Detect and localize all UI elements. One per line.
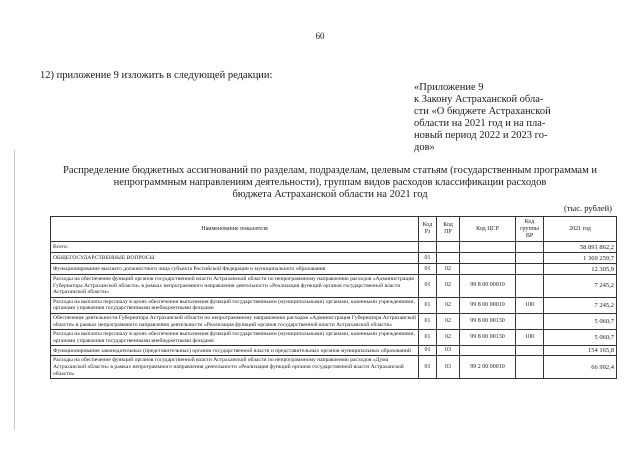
table-row [51, 242, 617, 253]
table-row [51, 275, 617, 298]
annex-line: сти «О бюджете Астраханской [414, 106, 551, 117]
cell-rz: 01 [419, 275, 437, 298]
cell-csr [460, 346, 516, 356]
cell-amount: 66 992,4 [544, 356, 617, 379]
header-name: Наименование показателя [51, 217, 419, 242]
annex-line: области на 2021 год и на пла- [414, 118, 546, 129]
table-row [51, 264, 617, 275]
cell-vr [516, 264, 544, 275]
table-row [51, 330, 617, 346]
cell-vr [516, 356, 544, 379]
cell-amount: 7 245,2 [544, 275, 617, 298]
cell-pr: 03 [437, 346, 460, 356]
cell-pr: 02 [437, 297, 460, 313]
cell-pr: 02 [437, 275, 460, 298]
header-rz: Код Рз [419, 217, 437, 242]
cell-pr [437, 253, 460, 264]
table-row [51, 346, 617, 356]
cell-rz: 01 [419, 264, 437, 275]
table-row [51, 313, 617, 329]
cell-csr: 99 8 00 00130 [460, 313, 516, 329]
cell-csr: 99 8 00 00130 [460, 330, 516, 346]
cell-rz: 01 [419, 297, 437, 313]
cell-name: Функционирование высшего должностного лица субъекта Российской Федерации и муниципального образования [51, 264, 419, 275]
cell-vr [516, 346, 544, 356]
cell-amount: 5 060,7 [544, 313, 617, 329]
header-csr: Код ЦСР [460, 217, 516, 242]
cell-pr: 02 [437, 330, 460, 346]
cell-name: Расходы на выплаты персоналу в целях обеспечения выполнения функций государственными (муниципальными) органами, казенными учреждениями, органами управления государственными внебюджетными фондами [51, 297, 419, 313]
page-number: 60 [315, 31, 325, 41]
cell-vr [516, 253, 544, 264]
table-header-row [51, 217, 617, 242]
cell-rz: 01 [419, 330, 437, 346]
cell-rz: 01 [419, 346, 437, 356]
cell-csr: 99 2 00 00010 [460, 356, 516, 379]
cell-vr: 100 [516, 297, 544, 313]
cell-pr: 03 [437, 356, 460, 379]
cell-amount: 7 245,2 [544, 297, 617, 313]
budget-table [50, 216, 617, 379]
title-line: непрограммным направлениям деятельности), группам видов расходов классификации расходов [113, 177, 547, 188]
cell-amount: 5 060,7 [544, 330, 617, 346]
header-vr: Код группы ВР [516, 217, 544, 242]
cell-rz: 01 [419, 253, 437, 264]
scan-edge-line [14, 150, 15, 430]
cell-rz: 01 [419, 356, 437, 379]
title-line: бюджета Астраханской области на 2021 год [232, 189, 428, 200]
unit-label: (тыс. рублей) [563, 203, 612, 213]
cell-vr [516, 242, 544, 253]
header-pr: Код ПР [437, 217, 460, 242]
cell-name: Расходы на обеспечение функций органов государственной власти Астраханской области по непрограммному направлению расходов «Дума Астраханской области» в рамках непрограммного направления деятельности «Реализация функций органов государственной власти Астраханской области» [51, 356, 419, 379]
cell-csr: 99 8 00 00010 [460, 275, 516, 298]
cell-vr: 100 [516, 330, 544, 346]
cell-csr [460, 242, 516, 253]
cell-csr [460, 253, 516, 264]
cell-vr [516, 313, 544, 329]
cell-name: Всего: [51, 242, 419, 253]
table-row [51, 297, 617, 313]
annex-line: новый период 2022 и 2023 го- [414, 130, 548, 141]
cell-amount: 12 305,9 [544, 264, 617, 275]
annex-line: «Приложение 9 [414, 82, 484, 93]
amendment-text: 12) приложение 9 изложить в следующей редакции: [40, 70, 273, 81]
cell-name: Обеспечение деятельности Губернатора Астраханской области по непрограммному направлению расходов «Администрация Губернатора Астраханской области» в рамках непрограммного направления деятельности «Реализация функций органов государственной власти Астраханской области» [51, 313, 419, 329]
header-amount: 2021 год [544, 217, 617, 242]
cell-name: Функционирование законодательных (представительных) органов государственной власти и представительных органов муниципальных образований [51, 346, 419, 356]
cell-amount: 154 165,8 [544, 346, 617, 356]
cell-pr: 02 [437, 264, 460, 275]
annex-heading [414, 82, 594, 154]
table-row [51, 253, 617, 264]
cell-amount: 58 891 862,2 [544, 242, 617, 253]
annex-line: дов» [414, 142, 435, 153]
cell-vr [516, 275, 544, 298]
cell-pr [437, 242, 460, 253]
cell-rz: 01 [419, 313, 437, 329]
document-title [40, 165, 620, 201]
cell-name: Расходы на обеспечение функций органов государственной власти Астраханской области по непрограммному направлению расходов «Администрация Губернатора Астраханской области» в рамках непрограммного направления деятельности «Реализация функций органов государственной власти Астраханской области» [51, 275, 419, 298]
cell-pr: 02 [437, 313, 460, 329]
cell-name: Расходы на выплаты персоналу в целях обеспечения выполнения функций государственными (муниципальными) органами, казенными учреждениями, органами управления государственными внебюджетными фондами [51, 330, 419, 346]
cell-csr: 99 8 00 00010 [460, 297, 516, 313]
title-line: Распределение бюджетных ассигнований по разделам, подразделам, целевым статьям (государственным программам и [63, 165, 597, 176]
cell-name: ОБЩЕГОСУДАРСТВЕННЫЕ ВОПРОСЫ [51, 253, 419, 264]
table-row [51, 356, 617, 379]
cell-rz [419, 242, 437, 253]
cell-amount: 1 369 259,7 [544, 253, 617, 264]
cell-csr [460, 264, 516, 275]
annex-line: к Закону Астраханской обла- [414, 94, 544, 105]
